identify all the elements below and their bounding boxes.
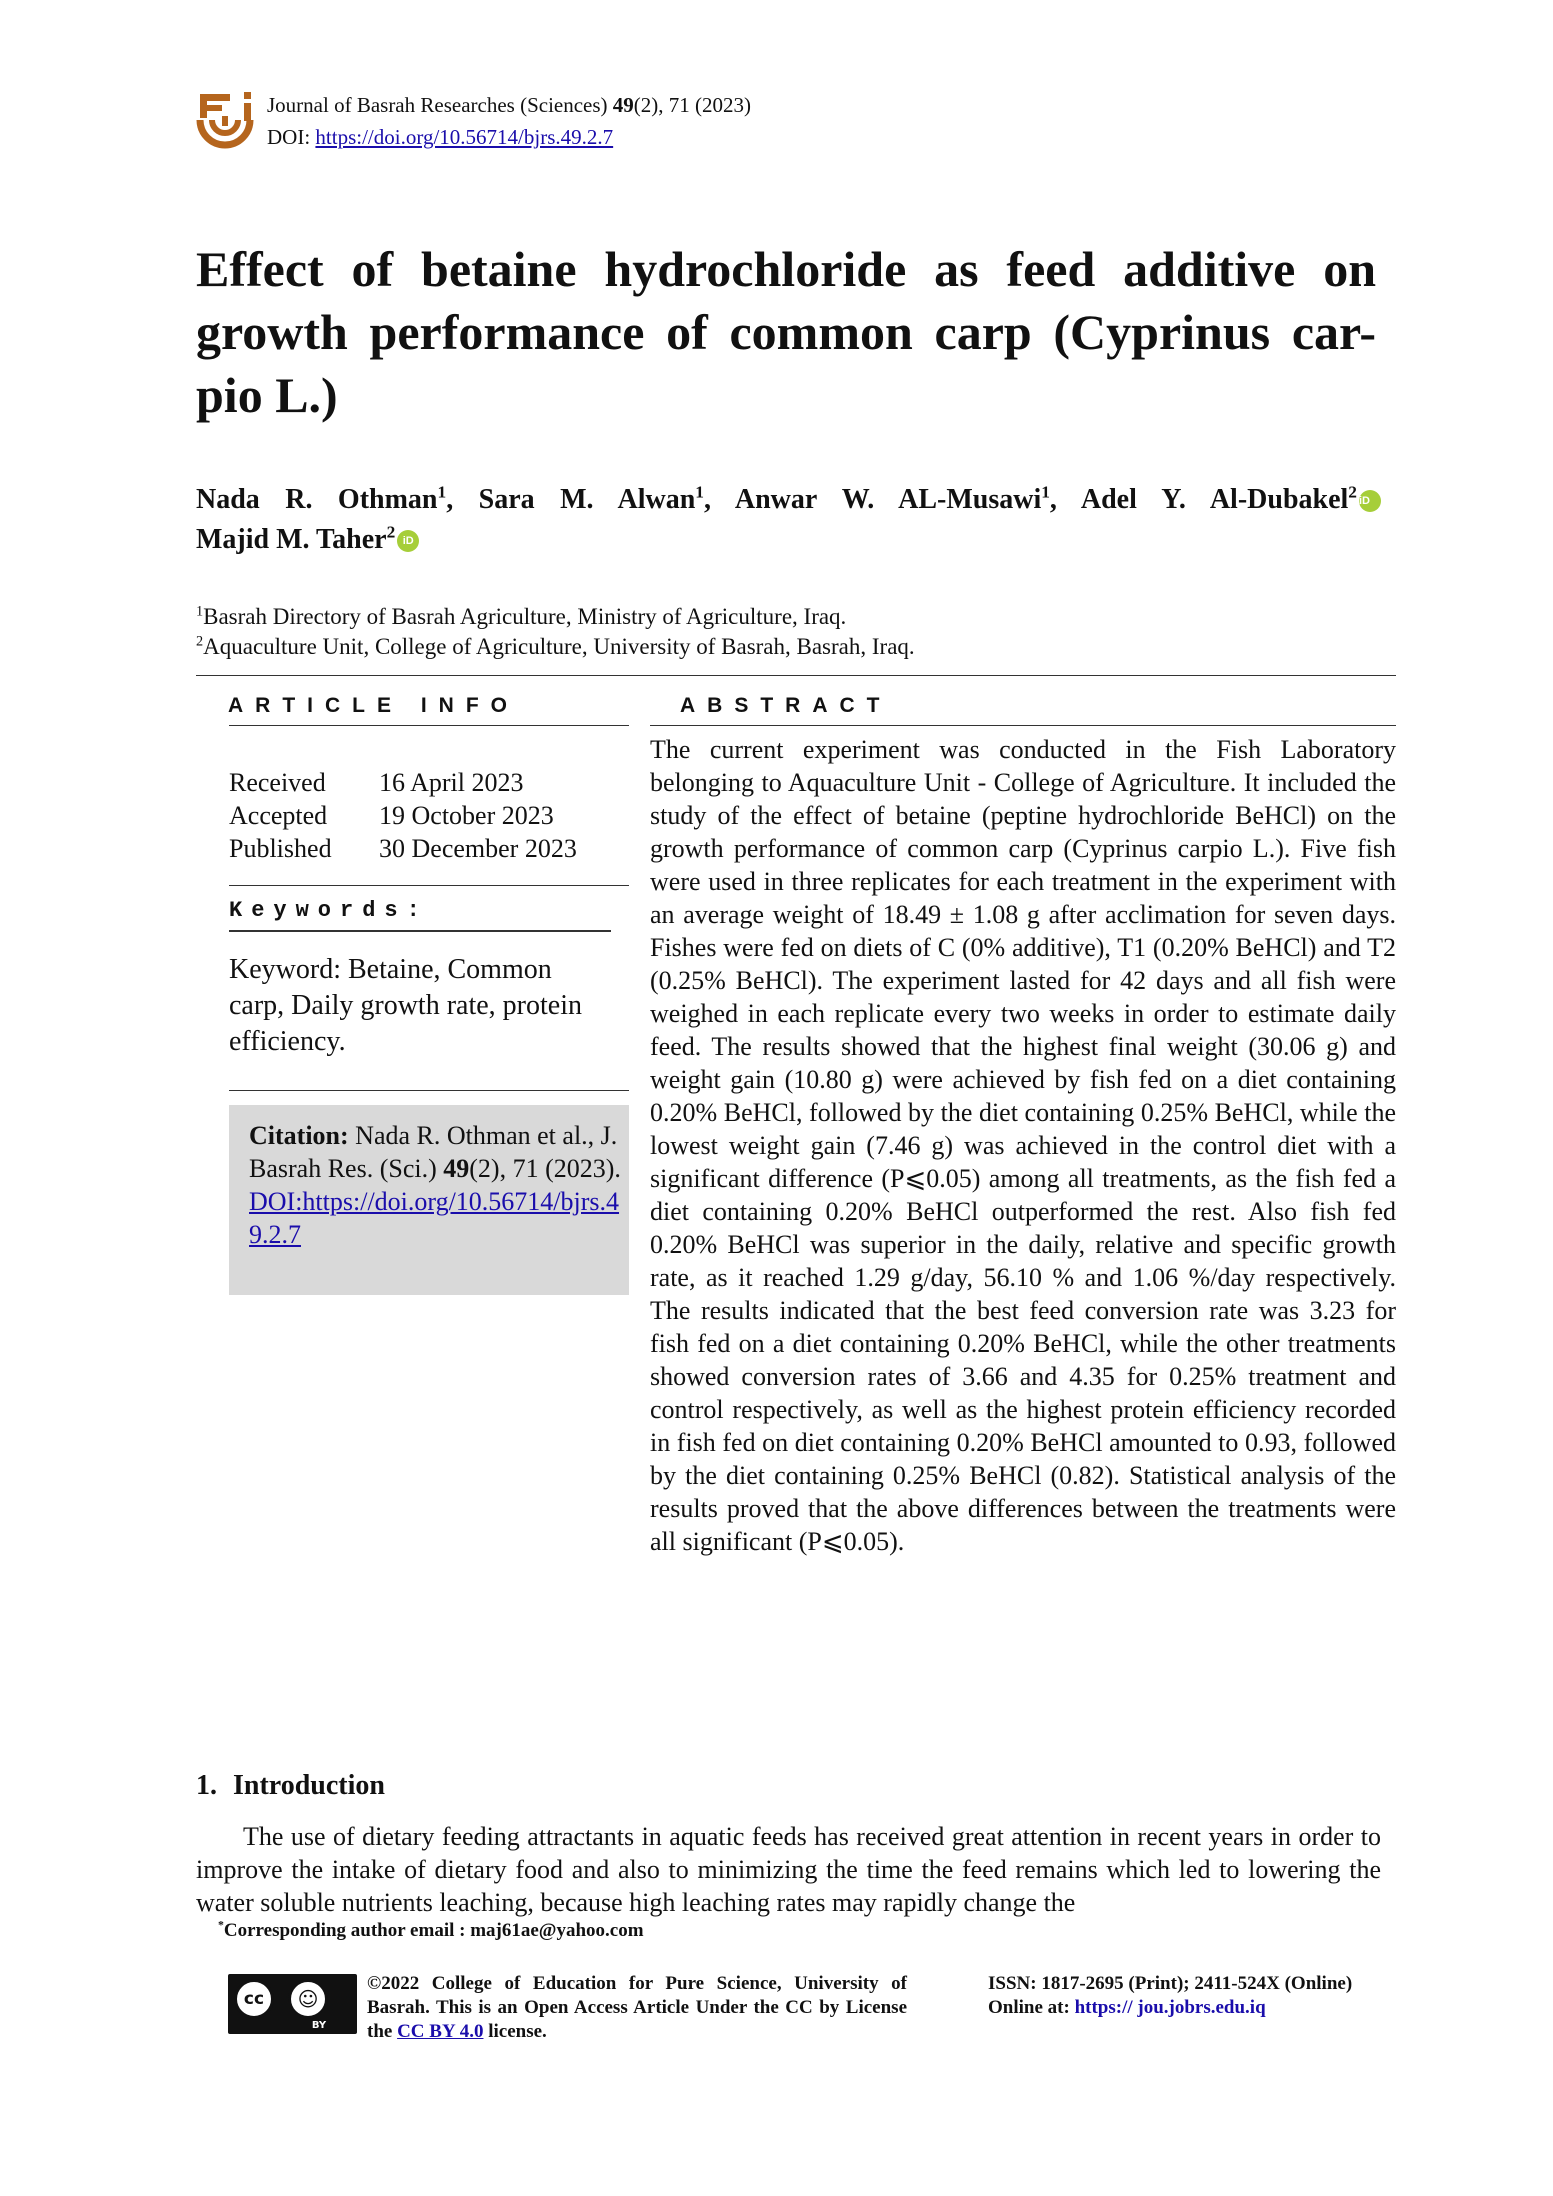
citation-text: Nada R. Othman et al., J. Basrah Res. (Sci.) bbox=[249, 1121, 618, 1183]
footnote-mark: * bbox=[218, 1918, 224, 1932]
citation-label: Citation: bbox=[249, 1121, 349, 1150]
divider bbox=[229, 930, 611, 932]
issn-text: ISSN: 1817-2695 (Print); 2411-524X (Online) bbox=[988, 1973, 1353, 1994]
keywords-heading: Keywords: bbox=[229, 898, 429, 923]
date-row-accepted bbox=[229, 799, 577, 832]
affiliation-text: Basrah Directory of Basrah Agriculture, Ministry of Agriculture, Iraq. bbox=[203, 604, 847, 629]
affiliation-2 bbox=[196, 632, 915, 662]
cc-by-license-badge[interactable] bbox=[228, 1974, 357, 2034]
author-name: Adel Y. Al-Dubakel bbox=[1080, 484, 1349, 515]
divider bbox=[650, 725, 1396, 726]
paper-title bbox=[196, 238, 1376, 427]
journal-logo bbox=[192, 90, 258, 152]
title-line-2: growth performance of common carp (Cyprinus car- bbox=[196, 304, 1376, 360]
author-affiliation-mark: 1 bbox=[1041, 482, 1050, 502]
title-line-1: Effect of betaine hydrochloride as feed additive on bbox=[196, 241, 1376, 297]
citation-box bbox=[229, 1105, 629, 1295]
date-row-published bbox=[229, 832, 577, 865]
journal-issue: (2), 71 (2023) bbox=[633, 93, 752, 117]
journal-volume: 49 bbox=[612, 93, 634, 117]
author-list bbox=[196, 480, 1381, 560]
author-affiliation-mark: 2 bbox=[1348, 482, 1357, 502]
orcid-icon[interactable]: iD bbox=[397, 530, 419, 552]
doi-link[interactable]: https://doi.org/10.56714/bjrs.49.2.7 bbox=[315, 125, 614, 149]
abstract-text: The current experiment was conducted in the Fish Laboratory belonging to Aquaculture Unit - College of Agriculture. It included the study of the effect of betaine (peptine hydrochloride BeHCl) on the growth performance of common carp (Cyprinus carpio L.). Five fish were used in three replicates for each treatment in the experiment with an average weight of 18.49 ± 1.08 g after acclimation for seven days. Fishes were fed on diets of C (0% additive), T1 (0.20% BeHCl) and T2 (0.25% BeHCl). The experiment lasted for 42 days and all fish were weighed in each replicate every two weeks in order to estimate daily feed. The results showed that the highest final weight (30.06 g) and weight gain (10.80 g) were achieved by fish fed on a diet containing 0.20% BeHCl, followed by the diet containing 0.25% BeHCl, while the lowest weight gain (7.46 g) was achieved in the control diet with a significant difference (P⩽0.05) among all treatments, as the fish fed a diet containing 0.20% BeHCl outperformed the rest. Also fish fed 0.20% BeHCl was superior in the daily, relative and specific growth rate, as it reached 1.29 g/day, 56.10 % and 1.06 %/day respectively. The results indicated that the best feed conversion rate was 3.23 for fish fed on a diet containing 0.20% BeHCl, while the other treatments showed conversion rates of 3.66 and 4.35 for 0.25% treatment and control respectively, as well as the highest protein efficiency recorded in fish fed on diet containing 0.20% BeHCl amounted to 0.93, followed by the diet containing 0.25% BeHCl (0.82). Statistical analysis of the results proved that the above differences between the treatments were all significant (P⩽0.05). bbox=[650, 735, 1396, 1556]
affiliation-1 bbox=[196, 602, 846, 632]
doi-line bbox=[267, 124, 613, 150]
date-label: Published bbox=[229, 834, 332, 863]
date-label: Accepted bbox=[229, 801, 328, 830]
author-name: Sara M. Alwan bbox=[478, 484, 696, 515]
divider bbox=[196, 675, 1396, 676]
corresponding-author bbox=[218, 1920, 644, 1942]
online-label: Online at: bbox=[988, 1997, 1075, 2018]
license-link[interactable]: CC BY 4.0 bbox=[397, 2021, 484, 2042]
orcid-icon[interactable]: iD bbox=[1359, 490, 1381, 512]
online-line bbox=[988, 1996, 1352, 2020]
date-label: Received bbox=[229, 768, 326, 797]
citation-doi-link[interactable]: DOI:https://doi.org/10.56714/bjrs.49.2.7 bbox=[249, 1187, 620, 1249]
journal-website-link[interactable]: https:// jou.jobrs.edu.iq bbox=[1074, 1997, 1266, 2018]
article-dates bbox=[229, 766, 577, 865]
license-end: license. bbox=[483, 2021, 547, 2042]
keywords-text: Keyword: Betaine, Common carp, Daily growth rate, protein efficiency. bbox=[229, 954, 582, 1057]
issn-block bbox=[988, 1972, 1352, 2020]
divider bbox=[229, 885, 629, 886]
author-separator: , bbox=[446, 484, 479, 515]
date-value: 16 April 2023 bbox=[379, 768, 524, 797]
author-name: Nada R. Othman bbox=[196, 484, 438, 515]
abstract-heading: ABSTRACT bbox=[680, 694, 892, 717]
author-affiliation-mark: 2 bbox=[386, 522, 396, 542]
journal-citation-line bbox=[267, 92, 751, 118]
author-name: Anwar W. AL-Musawi bbox=[734, 484, 1042, 515]
author-name: Majid M. Taher bbox=[196, 524, 387, 555]
date-value: 30 December 2023 bbox=[379, 834, 577, 863]
divider bbox=[229, 725, 629, 726]
attribution-person-icon: ☺ bbox=[288, 1979, 328, 2019]
doi-label: DOI: bbox=[267, 125, 316, 149]
introduction-text: The use of dietary feeding attractants in aquatic feeds has received great attention in recent years in order to improve the intake of dietary food and also to minimizing the time the feed remains which led to lowering the water soluble nutrients leaching, because high leaching rates may rapidly change the bbox=[196, 1822, 1381, 1917]
by-label: BY bbox=[311, 2020, 327, 2031]
affiliation-mark: 1 bbox=[196, 603, 204, 620]
date-value: 19 October 2023 bbox=[379, 801, 554, 830]
citation-issue: (2), 71 (2023). bbox=[469, 1154, 621, 1183]
corresponding-email: Corresponding author email : maj61ae@yahoo.com bbox=[223, 1920, 644, 1941]
affiliation-text: Aquaculture Unit, College of Agriculture, University of Basrah, Basrah, Iraq. bbox=[203, 634, 915, 659]
cc-icon: cc bbox=[234, 1979, 274, 2019]
affiliation-mark: 2 bbox=[196, 633, 204, 650]
section-number: 1. bbox=[196, 1770, 217, 1801]
journal-name: Journal of Basrah Researches (Sciences) bbox=[267, 93, 613, 117]
section-title: Introduction bbox=[233, 1770, 385, 1801]
title-line-3: pio L.) bbox=[196, 367, 338, 423]
date-row-received bbox=[229, 766, 577, 799]
article-info-heading: ARTICLE INFO bbox=[228, 694, 519, 717]
divider bbox=[229, 1090, 629, 1091]
author-separator: , bbox=[1049, 484, 1081, 515]
license-text: ©2022 College of Education for Pure Science, University of Basrah. This is an Open Access Article Under the CC by License the bbox=[367, 1973, 907, 2042]
license-statement bbox=[367, 1972, 907, 2044]
author-separator: , bbox=[703, 484, 735, 515]
author-affiliation-mark: 1 bbox=[695, 482, 704, 502]
citation-volume: 49 bbox=[443, 1154, 470, 1183]
author-affiliation-mark: 1 bbox=[437, 482, 447, 502]
introduction-heading bbox=[196, 1770, 385, 1802]
